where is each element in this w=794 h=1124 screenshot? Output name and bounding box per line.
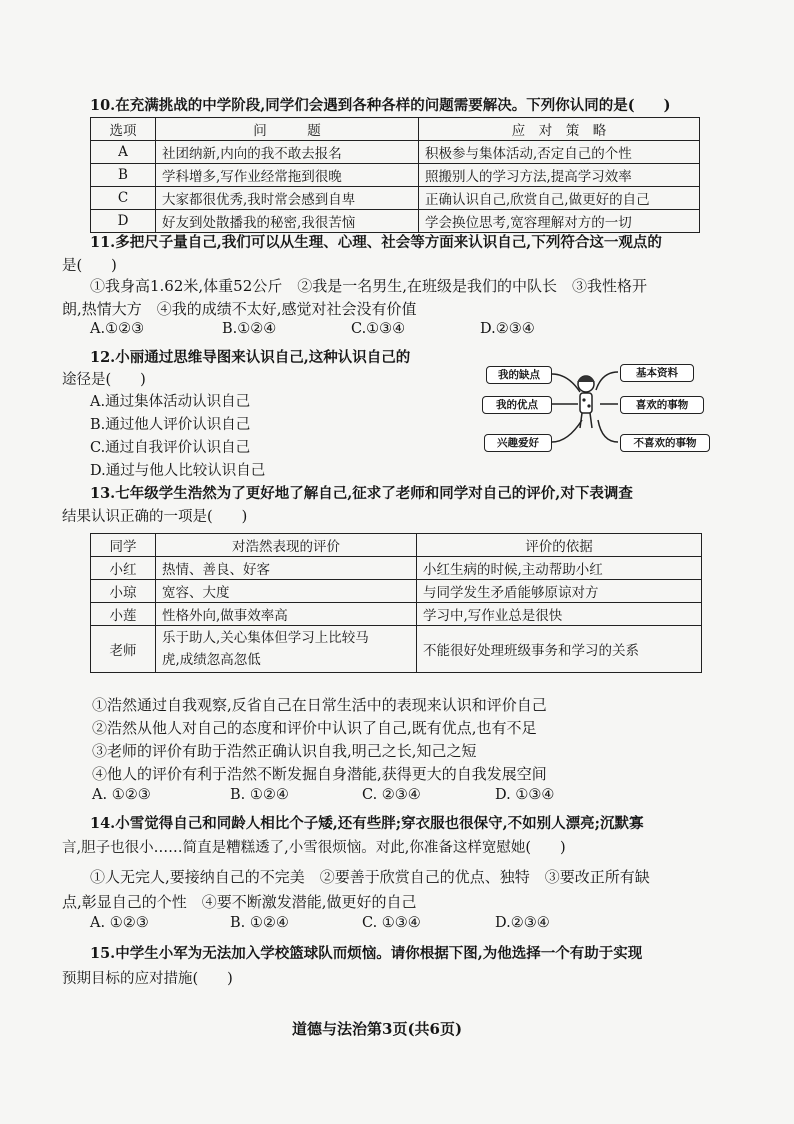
mindmap <box>480 358 710 458</box>
q13-item-2: ②浩然从他人对自己的态度和评价中认识了自己,既有优点,也有不足 <box>92 719 537 737</box>
table-cell: A <box>91 141 156 164</box>
q11-stem: 11.多把尺子量自己,我们可以从生理、心理、社会等方面来认识自己,下列符合这一观点的 <box>90 234 662 251</box>
q10-header-option: 选项 <box>91 118 156 141</box>
table-row <box>91 141 700 164</box>
table-row <box>91 187 700 210</box>
q13-table <box>90 533 702 673</box>
table-cell: 性格外向,做事效率高 <box>156 603 417 626</box>
table-cell: 小红 <box>91 557 156 580</box>
q11-option-d: D.②③④ <box>480 321 535 337</box>
table-cell: 学习中,写作业总是很快 <box>417 603 702 626</box>
q13-header-student: 同学 <box>91 534 156 557</box>
table-cell <box>156 626 417 673</box>
q14-option-b: B. ①②④ <box>230 915 289 931</box>
table-cell: 积极参与集体活动,否定自己的个性 <box>419 141 700 164</box>
table-cell: C <box>91 187 156 210</box>
q13-option-c: C. ②③④ <box>362 787 421 803</box>
q12-option-b: B.通过他人评价认识自己 <box>90 417 251 433</box>
q14-stem-cont: 言,胆子也很小……简直是糟糕透了,小雪很烦恼。对此,你准备这样宽慰她( ) <box>62 840 566 856</box>
q11-option-a: A.①②③ <box>90 321 145 337</box>
table-cell: D <box>91 210 156 233</box>
q14-option-c: C. ①③④ <box>362 915 421 931</box>
q12-option-d: D.通过与他人比较认识自己 <box>90 463 266 479</box>
q13-item-1: ①浩然通过自我观察,反省自己在日常生活中的表现来认识和评价自己 <box>92 696 547 714</box>
table-cell: 照搬别人的学习方法,提高学习效率 <box>419 164 700 187</box>
q13-header-basis: 评价的依据 <box>417 534 702 557</box>
q10-stem: 10.在充满挑战的中学阶段,同学们会遇到各种各样的问题需要解决。下列你认同的是( ) <box>90 97 671 114</box>
page-footer: 道德与法治第3页(共6页) <box>292 1020 463 1038</box>
q14-option-d: D.②③④ <box>495 915 550 931</box>
table-cell: 与同学发生矛盾能够原谅对方 <box>417 580 702 603</box>
table-row <box>91 210 700 233</box>
table-row <box>91 603 702 626</box>
mindmap-node-shortcomings: 我的缺点 <box>486 366 552 384</box>
q12-stem: 12.小丽通过思维导图来认识自己,这种认识自己的 <box>90 349 411 366</box>
q13-option-d: D. ①③④ <box>495 787 555 803</box>
q11-item-line1: ①我身高1.62米,体重52公斤 ②我是一名男生,在班级是我们的中队长 ③我性格开 <box>90 277 648 295</box>
teacher-eval-line1: 乐于助人,关心集体但学习上比较马 <box>162 630 369 646</box>
mindmap-node-basic-info: 基本资料 <box>620 364 694 382</box>
q11-item-line2: 朗,热情大方 ④我的成绩不太好,感觉对社会没有价值 <box>62 300 417 318</box>
table-cell: 不能很好处理班级事务和学习的关系 <box>417 626 702 673</box>
q11-option-c: C.①③④ <box>351 321 406 337</box>
table-row <box>91 626 702 673</box>
q13-stem: 13.七年级学生浩然为了更好地了解自己,征求了老师和同学对自己的评价,对下表调查 <box>90 485 633 502</box>
q10-header-problem: 问 题 <box>156 118 419 141</box>
q14-item-line2: 点,彰显自己的个性 ④要不断激发潜能,做更好的自己 <box>62 893 417 911</box>
table-cell: 热情、善良、好客 <box>156 557 417 580</box>
table-row <box>91 164 700 187</box>
teacher-eval-line2: 虎,成绩忽高忽低 <box>162 652 261 668</box>
table-cell: 小莲 <box>91 603 156 626</box>
q14-item-line1: ①人无完人,要接纳自己的不完美 ②要善于欣赏自己的优点、独特 ③要改正所有缺 <box>90 868 650 886</box>
mindmap-node-strengths: 我的优点 <box>482 396 552 414</box>
mindmap-node-likes: 喜欢的事物 <box>620 396 704 414</box>
mindmap-node-hobbies: 兴趣爱好 <box>484 434 552 452</box>
q15-stem-cont: 预期目标的应对措施( ) <box>62 971 233 987</box>
table-cell: 学科增多,写作业经常拖到很晚 <box>156 164 419 187</box>
q12-option-c: C.通过自我评价认识自己 <box>90 440 251 456</box>
table-cell: 正确认识自己,欣赏自己,做更好的自己 <box>419 187 700 210</box>
q12-stem-cont: 途径是( ) <box>62 372 146 388</box>
q13-stem-cont: 结果认识正确的一项是( ) <box>62 509 248 525</box>
q13-option-b: B. ①②④ <box>230 787 289 803</box>
table-cell: 大家都很优秀,我时常会感到自卑 <box>156 187 419 210</box>
q10-header-strategy: 应 对 策 略 <box>419 118 700 141</box>
table-cell: 宽容、大度 <box>156 580 417 603</box>
q13-item-3: ③老师的评价有助于浩然正确认识自我,明己之长,知己之短 <box>92 742 477 760</box>
q13-option-a: A. ①②③ <box>92 787 151 803</box>
table-row <box>91 557 702 580</box>
table-cell: 学会换位思考,宽容理解对方的一切 <box>419 210 700 233</box>
table-row <box>91 580 702 603</box>
table-cell: 小红生病的时候,主动帮助小红 <box>417 557 702 580</box>
table-cell: 社团纳新,内向的我不敢去报名 <box>156 141 419 164</box>
table-cell: 小琼 <box>91 580 156 603</box>
table-cell: 好友到处散播我的秘密,我很苦恼 <box>156 210 419 233</box>
q14-stem: 14.小雪觉得自己和同龄人相比个子矮,还有些胖;穿衣服也很保守,不如别人漂亮;沉默寡 <box>90 815 644 832</box>
girl-figure-icon <box>577 376 595 428</box>
mindmap-node-dislikes: 不喜欢的事物 <box>620 434 710 452</box>
q12-option-a: A.通过集体活动认识自己 <box>90 394 251 410</box>
q14-option-a: A. ①②③ <box>90 915 149 931</box>
q11-option-b: B.①②④ <box>222 321 277 337</box>
table-cell: 老师 <box>91 626 156 673</box>
q13-item-4: ④他人的评价有利于浩然不断发掘自身潜能,获得更大的自我发展空间 <box>92 765 547 783</box>
q11-stem-cont: 是( ) <box>62 258 117 274</box>
q13-header-evaluation: 对浩然表现的评价 <box>156 534 417 557</box>
table-cell: B <box>91 164 156 187</box>
q10-table <box>90 117 700 233</box>
q15-stem: 15.中学生小军为无法加入学校篮球队而烦恼。请你根据下图,为他选择一个有助于实现 <box>90 945 643 962</box>
